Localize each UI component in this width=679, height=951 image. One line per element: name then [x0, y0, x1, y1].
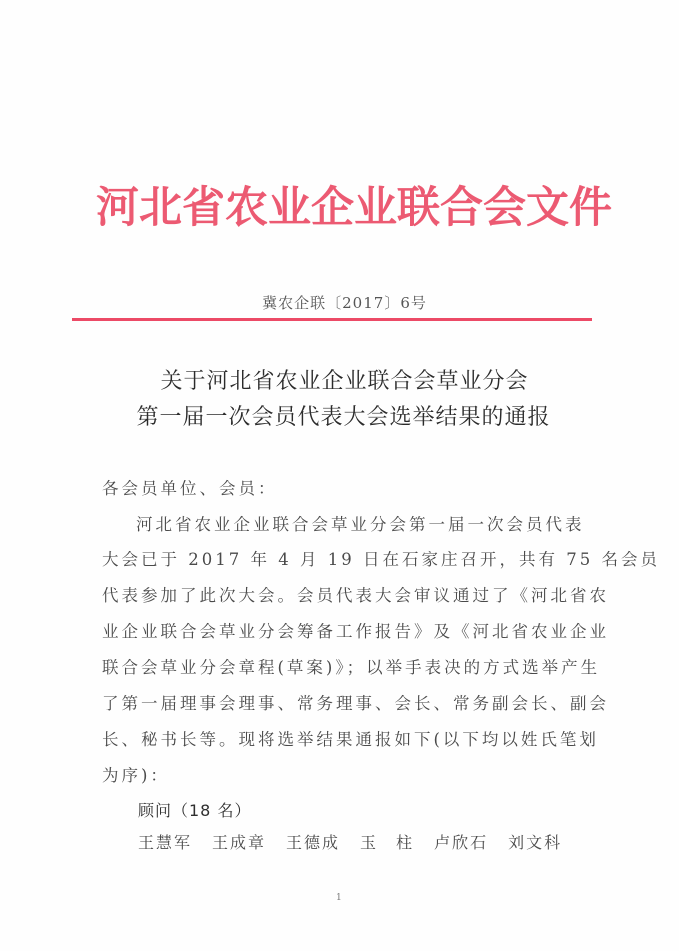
- section-heading-advisors: 顾问（18 名）: [138, 801, 252, 820]
- masthead-title: 河北省农业企业联合会文件: [96, 183, 612, 233]
- paragraph-line: 业企业联合会草业分会筹备工作报告》及《河北省农业企业: [102, 622, 609, 641]
- advisor-name-list: [138, 830, 582, 853]
- red-divider-rule: [72, 318, 592, 321]
- salutation: 各会员单位、会员：: [102, 479, 278, 498]
- notice-title-line-1: 关于河北省农业企业联合会草业分会: [160, 369, 529, 394]
- advisor-name: 王成章: [212, 833, 267, 852]
- paragraph-line: 长、秘书长等。现将选举结果通报如下(以下均以姓氏笔划: [102, 730, 599, 749]
- page-number: 1: [336, 893, 342, 903]
- advisor-name: 王慧军: [138, 833, 193, 852]
- advisor-name: 刘文科: [508, 833, 563, 852]
- advisor-name: 玉 柱: [360, 833, 415, 852]
- paragraph-line: 大会已于 2017 年 4 月 19 日在石家庄召开，共有 75 名会员: [102, 550, 660, 569]
- notice-title-line-2: 第一届一次会员代表大会选举结果的通报: [136, 405, 551, 430]
- paragraph-line: 联合会草业分会章程(草案)》；以举手表决的方式选举产生: [102, 658, 601, 677]
- paragraph-line: 为序)：: [102, 766, 170, 785]
- advisor-name: 王德成: [286, 833, 341, 852]
- paragraph-line: 了第一届理事会理事、常务理事、会长、常务副会长、副会: [102, 694, 609, 713]
- paragraph-line: 河北省农业企业联合会草业分会第一届一次会员代表: [136, 515, 585, 534]
- document-number: 冀农企联〔2017〕6号: [262, 294, 427, 312]
- paragraph-line: 代表参加了此次大会。会员代表大会审议通过了《河北省农: [102, 586, 609, 605]
- advisor-name: 卢欣石: [434, 833, 489, 852]
